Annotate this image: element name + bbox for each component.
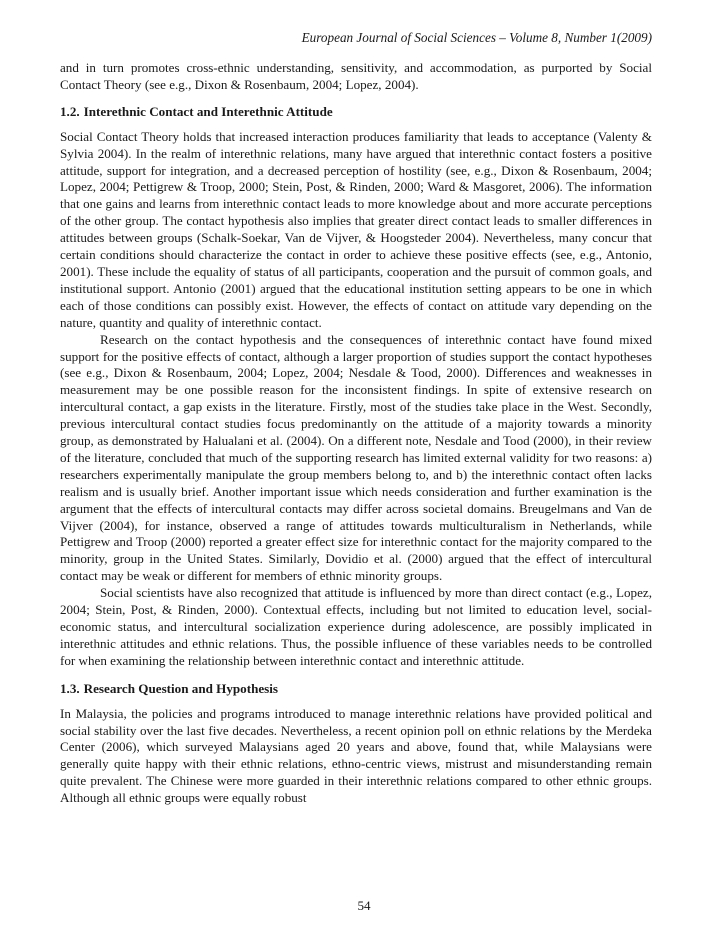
body-paragraph: Research on the contact hypothesis and the consequences of interethnic contact have found mixed support for the positive effects of contact, although a larger proportion of studies support the contact hypotheses (see e.g., Dixon & Rosenbaum, 2004; Lopez, 2004; Nesdale & Tood, 2000). Differences and weaknesses in measurement may be one possible reason for the inconsistent findings. In spite of extensive research on intercultural contact, a gap exists in the literature. Firstly, most of the studies take place in the West. Secondly, previous intercultural contact studies focus predominantly on the attitude of a majority towards a minority group, as demonstrated by Halualani et al. (2004). On a different note, Nesdale and Tood (2000), in their review of the literature, concluded that much of the supporting research has limited external validity for two reasons: a) researchers experimentally manipulate the group members belong to, and b) the interethnic contact often lacks realism and is usually brief. Another important issue which needs consideration and further examination is the argument that the effects of intercultural contacts may differ across societal domains. Breugelmans and Van de Vijver (2004), for instance, observed a range of attitudes towards multiculturalism in Netherlands, while Pettigrew and Troop (2000) reported a greater effect size for interethnic contact for the majority compared to the minority, group in the United States. Similarly, Dovidio et al. (2000) argued that the effect of intercultural contact may be weak or different for members of ethnic minority groups. — [60, 331, 652, 584]
page-number: 54 — [357, 898, 371, 913]
running-head: European Journal of Social Sciences – Volume 8, Number 1(2009) — [301, 30, 652, 45]
section-number: 1.3. — [60, 680, 80, 696]
article-body — [60, 60, 652, 807]
intro-paragraph-fragment: and in turn promotes cross-ethnic understanding, sensitivity, and accommodation, as purported by Social Contact Theory (see e.g., Dixon & Rosenbaum, 2004; Lopez, 2004). — [60, 60, 652, 92]
section-title: Interethnic Contact and Interethnic Attitude — [83, 103, 333, 119]
section-title: Research Question and Hypothesis — [83, 680, 279, 696]
section-heading-1-3 — [60, 681, 652, 698]
section-number: 1.2. — [60, 103, 80, 119]
body-paragraph: Social Contact Theory holds that increased interaction produces familiarity that leads to acceptance (Valenty & Sylvia 2004). In the realm of interethnic relations, many have argued that interethnic contact fosters a positive attitude, support for integration, and a decreased perception of hostility (see, e.g., Dixon & Rosenbaum, 2004; Lopez, 2004; Pettigrew & Troop, 2000; Stein, Post, & Rinden, 2000; Ward & Masgoret, 2006). The information that one gains and learns from interethnic contact leads to more knowledge about and more accurate perceptions of the other group. The contact hypothesis also implies that greater direct contact leads to smaller differences in attitudes between groups (Schalk-Soekar, Van de Vijver, & Hoogsteder 2004). Nevertheless, many concur that certain conditions should characterize the contact in order to achieve these positive effects (see, e.g., Antonio, 2001). These include the equality of status of all participants, cooperation and the pursuit of common goals, and institutional support. Antonio (2001) argued that the educational institution setting appears to be one in which each of those conditions can possibly exist. However, the effects of contact on attitude vary depending on the nature, quantity and quality of interethnic contact. — [60, 128, 652, 330]
body-paragraph: In Malaysia, the policies and programs introduced to manage interethnic relations have provided political and social stability over the last five decades. Nevertheless, a recent opinion poll on ethnic relations by the Merdeka Center (2006), which surveyed Malaysians aged 20 years and above, found that, while Malaysians were generally quite happy with their ethnic relations, ethno-centric views, mistrust and misunderstanding remain quite prevalent. The Chinese were more guarded in their interethnic relations compared to other ethnic groups. Although all ethnic groups were equally robust — [60, 705, 652, 806]
section-heading-1-2 — [60, 104, 652, 121]
body-paragraph: Social scientists have also recognized that attitude is influenced by more than direct contact (e.g., Lopez, 2004; Stein, Post, & Rinden, 2000). Contextual effects, including but not limited to education level, social-economic status, and intercultural socialization experience during adolescence, are possibly implicated in interethnic attitudes and ethnic relations. Thus, the possible influence of these variables needs to be controlled for when examining the relationship between interethnic contact and interethnic attitude. — [60, 585, 652, 668]
